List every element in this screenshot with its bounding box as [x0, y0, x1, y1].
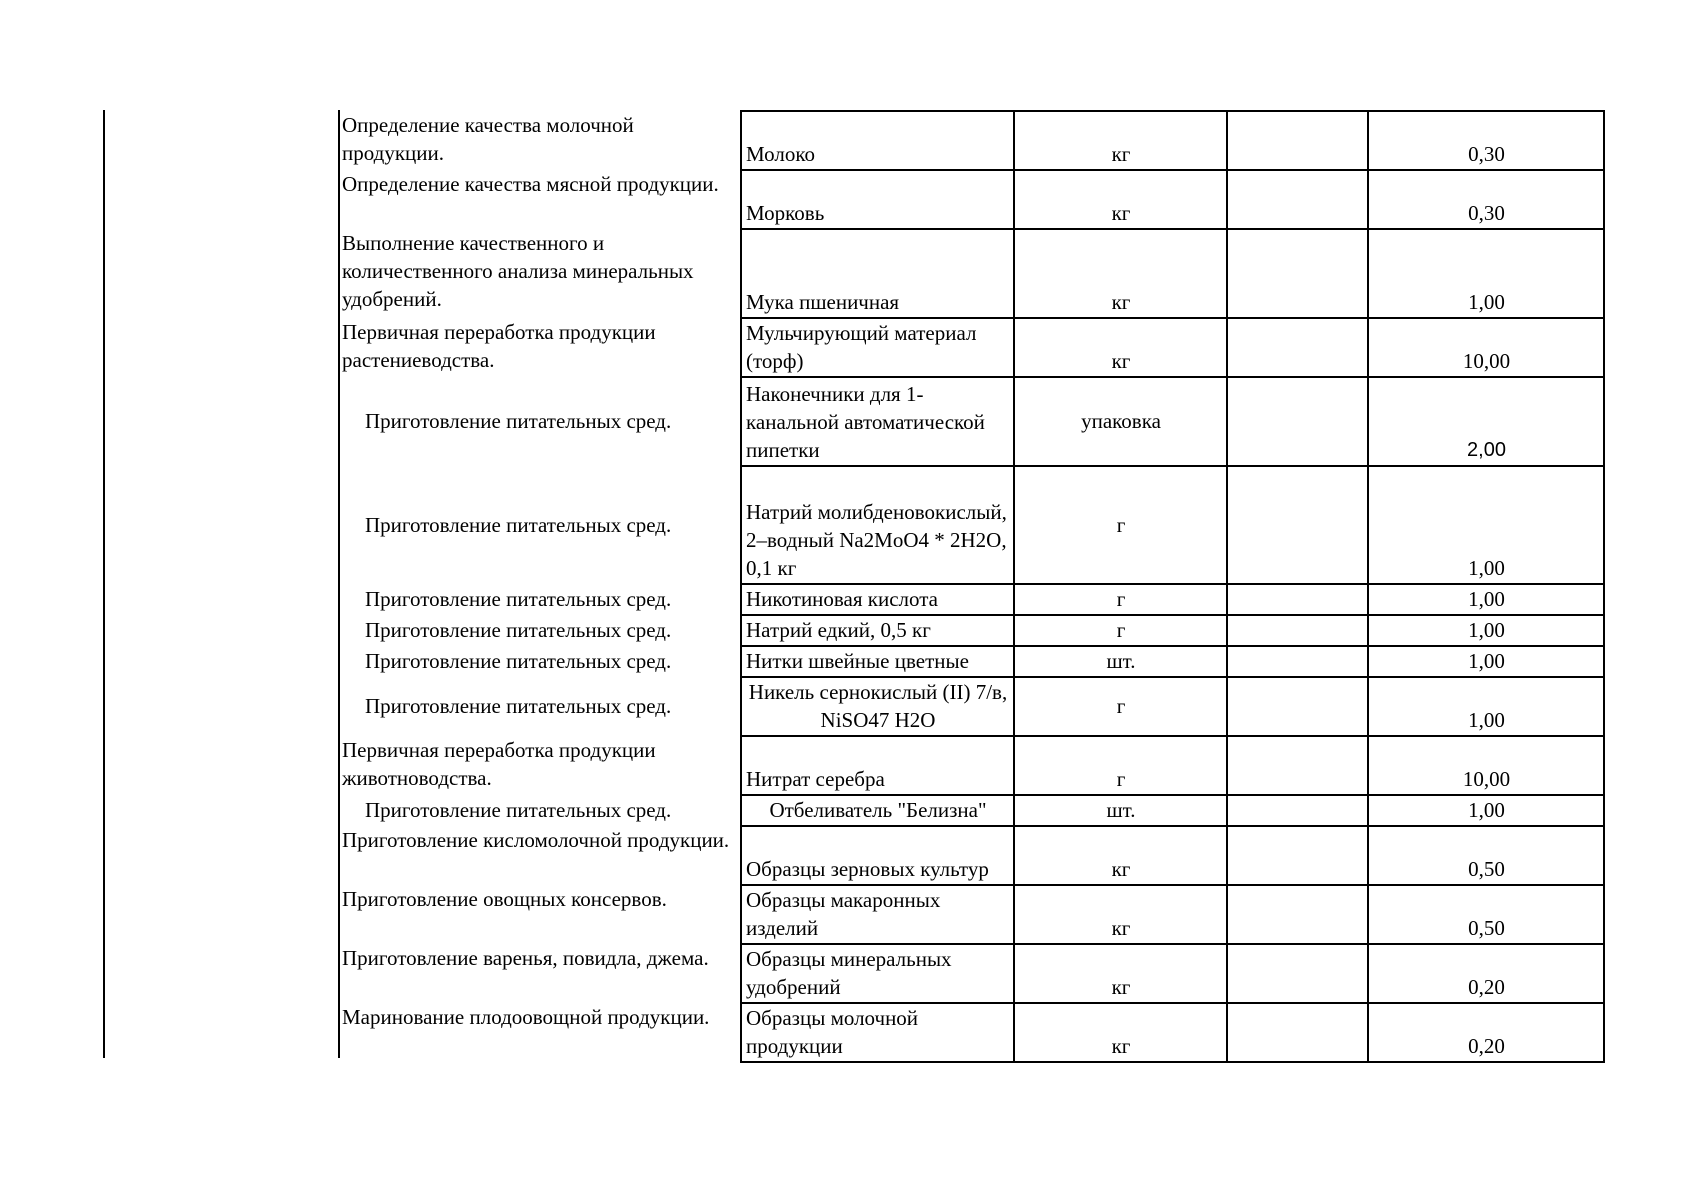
material-cell: Образцы молочной продукции	[741, 1003, 1014, 1062]
quantity-cell: 0,30	[1368, 111, 1604, 170]
quantity-cell: 2,00	[1368, 377, 1604, 466]
material-cell: Отбеливатель "Белизна"	[741, 795, 1014, 826]
task-cell: Приготовление питательных сред.	[365, 798, 672, 822]
unit-cell: кг	[1014, 944, 1227, 1003]
materials-table	[338, 110, 1605, 1063]
quantity-cell: 0,20	[1368, 1003, 1604, 1062]
empty-cell	[1227, 170, 1368, 229]
quantity-cell: 0,50	[1368, 885, 1604, 944]
material-cell: Образцы минеральных удобрений	[741, 944, 1014, 1003]
table-row	[338, 885, 1604, 944]
quantity-cell: 10,00	[1368, 736, 1604, 795]
unit-cell: кг	[1014, 229, 1227, 318]
task-cell: Приготовление питательных сред.	[365, 694, 672, 718]
material-cell: Никотиновая кислота	[741, 584, 1014, 615]
task-cell: Приготовление питательных сред.	[365, 587, 672, 611]
quantity-cell: 0,20	[1368, 944, 1604, 1003]
material-cell: Мульчирующий материал (торф)	[741, 318, 1014, 377]
table-row	[338, 584, 1604, 615]
unit-cell: шт.	[1014, 646, 1227, 677]
task-cell: Приготовление питательных сред.	[365, 649, 672, 673]
unit-cell: кг	[1014, 111, 1227, 170]
unit-cell: кг	[1014, 826, 1227, 885]
task-cell: Приготовление питательных сред.	[365, 512, 672, 537]
unit-cell: г	[1014, 677, 1227, 736]
task-cell: Приготовление кисломолочной продукции.	[342, 828, 730, 852]
empty-cell	[1227, 795, 1368, 826]
unit-cell: г	[1014, 466, 1227, 584]
empty-cell	[1227, 111, 1368, 170]
task-cell: Первичная переработка продукции растениеводства.	[342, 320, 656, 372]
table-row	[338, 826, 1604, 885]
table-row	[338, 615, 1604, 646]
unit-cell: г	[1014, 584, 1227, 615]
table-row	[338, 736, 1604, 795]
task-cell: Первичная переработка продукции животноводства.	[342, 738, 656, 790]
unit-cell: кг	[1014, 318, 1227, 377]
table-row	[338, 229, 1604, 318]
unit-cell: кг	[1014, 1003, 1227, 1062]
table-row	[338, 1003, 1604, 1062]
unit-cell: г	[1014, 736, 1227, 795]
table-row	[338, 111, 1604, 170]
unit-cell: кг	[1014, 885, 1227, 944]
quantity-cell: 1,00	[1368, 677, 1604, 736]
unit-cell: кг	[1014, 170, 1227, 229]
quantity-cell: 0,30	[1368, 170, 1604, 229]
empty-cell	[1227, 646, 1368, 677]
task-cell: Маринование плодоовощной продукции.	[342, 1005, 710, 1029]
empty-cell	[1227, 615, 1368, 646]
table-row	[338, 377, 1604, 466]
table-row	[338, 170, 1604, 229]
material-cell: Образцы макаронных изделий	[741, 885, 1014, 944]
table-row	[338, 944, 1604, 1003]
empty-cell	[1227, 1003, 1368, 1062]
material-cell: Наконечники для 1-канальной автоматической пипетки	[741, 377, 1014, 466]
quantity-cell: 10,00	[1368, 318, 1604, 377]
quantity-cell: 1,00	[1368, 615, 1604, 646]
empty-cell	[1227, 377, 1368, 466]
material-cell: Никель сернокислый (II) 7/в, NiSO47 H2O	[741, 677, 1014, 736]
empty-cell	[1227, 229, 1368, 318]
task-cell: Определение качества мясной продукции.	[342, 172, 719, 196]
table-row	[338, 677, 1604, 736]
table-row	[338, 646, 1604, 677]
material-cell: Мука пшеничная	[741, 229, 1014, 318]
quantity-cell: 0,50	[1368, 826, 1604, 885]
material-cell: Нитки швейные цветные	[741, 646, 1014, 677]
quantity-cell: 1,00	[1368, 646, 1604, 677]
task-cell: Приготовление питательных сред.	[365, 618, 672, 642]
material-cell: Образцы зерновых культур	[741, 826, 1014, 885]
task-cell: Приготовление варенья, повидла, джема.	[342, 946, 709, 970]
unit-cell: упаковка	[1014, 377, 1227, 466]
material-cell: Морковь	[741, 170, 1014, 229]
table-row	[338, 318, 1604, 377]
empty-cell	[1227, 677, 1368, 736]
empty-cell	[1227, 466, 1368, 584]
material-cell: Натрий едкий, 0,5 кг	[741, 615, 1014, 646]
task-cell: Выполнение качественного и количественного анализа минеральных удобрений.	[342, 231, 694, 311]
task-cell: Приготовление овощных консервов.	[342, 887, 667, 911]
table-row	[338, 795, 1604, 826]
table-row	[338, 466, 1604, 584]
quantity-cell: 1,00	[1368, 795, 1604, 826]
empty-cell	[1227, 885, 1368, 944]
unit-cell: г	[1014, 615, 1227, 646]
unit-cell: шт.	[1014, 795, 1227, 826]
material-cell: Натрий молибденовокислый, 2–водный Na2MoO4 * 2H2O, 0,1 кг	[741, 466, 1014, 584]
left-margin-rule	[103, 110, 105, 1058]
quantity-cell: 1,00	[1368, 466, 1604, 584]
empty-cell	[1227, 318, 1368, 377]
task-cell: Приготовление питательных сред.	[365, 409, 672, 433]
quantity-cell: 1,00	[1368, 584, 1604, 615]
empty-cell	[1227, 584, 1368, 615]
material-cell: Нитрат серебра	[741, 736, 1014, 795]
task-cell: Определение качества молочной продукции.	[342, 113, 634, 165]
empty-cell	[1227, 944, 1368, 1003]
empty-cell	[1227, 826, 1368, 885]
quantity-cell: 1,00	[1368, 229, 1604, 318]
empty-cell	[1227, 736, 1368, 795]
material-cell: Молоко	[741, 111, 1014, 170]
